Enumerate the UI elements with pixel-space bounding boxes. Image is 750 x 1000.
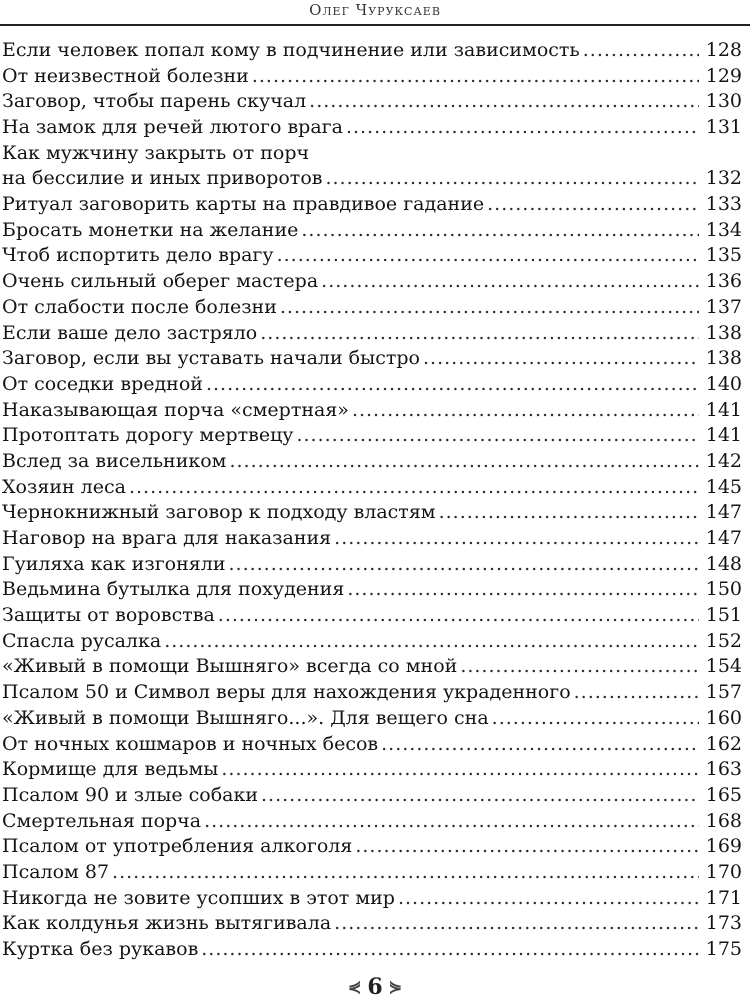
toc-entry-page: 131 xyxy=(705,116,742,139)
dot-leader xyxy=(228,552,699,578)
dot-leader xyxy=(218,603,699,629)
toc-entry-title: Если человек попал кому в подчинение или зависимость xyxy=(2,38,580,61)
page-footer xyxy=(0,974,750,1000)
toc-entry-page: 150 xyxy=(705,578,742,601)
toc-entry-title: От соседки вредной xyxy=(2,372,203,395)
toc-entry-page: 134 xyxy=(705,218,742,241)
toc-entry xyxy=(0,449,742,475)
toc-entry xyxy=(0,244,742,270)
toc-entry xyxy=(0,732,742,758)
dot-leader xyxy=(583,38,699,64)
toc-entry-title: От неизвестной болезни xyxy=(2,64,249,87)
dot-leader xyxy=(309,89,699,115)
toc-entry xyxy=(0,886,742,912)
toc-entry-page: 148 xyxy=(705,552,742,575)
dot-leader xyxy=(252,64,699,90)
toc-entry-page: 138 xyxy=(705,321,742,344)
toc-entry-title: Как мужчину закрыть от порч xyxy=(2,141,310,164)
toc-entry-title: Кормище для ведьмы xyxy=(2,758,219,781)
toc-entry xyxy=(0,655,742,681)
toc-entry xyxy=(0,860,742,886)
toc-entry-title: Смертельная порча xyxy=(2,809,202,832)
dot-leader xyxy=(398,886,699,912)
dot-leader xyxy=(229,449,699,475)
running-header xyxy=(0,0,750,26)
toc-entry-page: 147 xyxy=(705,501,742,524)
toc-entry-page: 157 xyxy=(705,681,742,704)
toc-entry-page: 141 xyxy=(705,424,742,447)
dot-leader xyxy=(347,577,699,603)
dot-leader xyxy=(321,269,699,295)
toc-entry-page: 169 xyxy=(705,835,742,858)
toc-entry-title: на бессилие и иных приворотов xyxy=(2,167,323,190)
toc-entry xyxy=(0,629,742,655)
toc-entry-title: От ночных кошмаров и ночных бесов xyxy=(2,732,379,755)
dot-leader xyxy=(325,166,699,192)
toc-entry xyxy=(0,38,742,64)
toc-entry-page: 151 xyxy=(705,604,742,627)
toc-entry xyxy=(0,937,742,963)
toc-entry-page: 165 xyxy=(705,783,742,806)
dot-leader xyxy=(164,629,699,655)
toc-entry xyxy=(0,526,742,552)
toc-entry-page: 138 xyxy=(705,347,742,370)
toc-entry xyxy=(0,321,742,347)
ornament-left-icon: ⋞ xyxy=(347,977,362,996)
toc-entry xyxy=(0,680,742,706)
toc-entry-page: 175 xyxy=(705,938,742,961)
toc-entry-title: Протоптать дорогу мертвецу xyxy=(2,424,294,447)
dot-leader xyxy=(261,783,699,809)
toc-entry-page: 173 xyxy=(705,912,742,935)
dot-leader xyxy=(346,115,699,141)
dot-leader xyxy=(574,680,699,706)
toc-entry xyxy=(0,166,742,192)
toc-entry-page: 160 xyxy=(705,706,742,729)
toc-entry-title: Защиты от воровства xyxy=(2,604,215,627)
dot-leader xyxy=(334,526,699,552)
toc-entry xyxy=(0,552,742,578)
toc-entry xyxy=(0,757,742,783)
toc-entry xyxy=(0,89,742,115)
toc-entry-page: 147 xyxy=(705,527,742,550)
toc-entry xyxy=(0,809,742,835)
toc-entry xyxy=(0,911,742,937)
dot-leader xyxy=(112,860,699,886)
toc-entry-title: Наказывающая порча «смертная» xyxy=(2,398,349,421)
toc-entry xyxy=(0,346,742,372)
toc-entry-page: 135 xyxy=(705,244,742,267)
toc-entry-title: От слабости после болезни xyxy=(2,295,277,318)
dot-leader xyxy=(204,809,699,835)
toc-entry-title: Хозяин леса xyxy=(2,475,126,498)
toc-entry xyxy=(0,783,742,809)
dot-leader xyxy=(296,423,699,449)
toc-entry-page: 163 xyxy=(705,758,742,781)
toc-entry xyxy=(0,706,742,732)
toc-entry-title: Чтоб испортить дело врагу xyxy=(2,244,274,267)
toc-entry-title: Псалом от употребления алкоголя xyxy=(2,835,353,858)
ornament-right-icon: ⋟ xyxy=(388,977,403,996)
toc-entry xyxy=(0,295,742,321)
header-author-name: Олег Чуруксаев xyxy=(309,1,441,19)
toc-entry xyxy=(0,500,742,526)
dot-leader xyxy=(280,295,699,321)
toc-entry xyxy=(0,192,742,218)
toc-entry-page: 136 xyxy=(705,270,742,293)
toc-entry-title: Как колдунья жизнь вытягивала xyxy=(2,912,332,935)
dot-leader xyxy=(460,654,699,680)
toc-entry-page: 142 xyxy=(705,449,742,472)
toc-entry-page: 137 xyxy=(705,295,742,318)
toc-entry-title: Ритуал заговорить карты на правдивое гадание xyxy=(2,193,485,216)
dot-leader xyxy=(277,243,699,269)
toc-entry-title: На замок для речей лютого врага xyxy=(2,116,343,139)
dot-leader xyxy=(492,706,699,732)
toc-entry xyxy=(0,423,742,449)
toc-entry xyxy=(0,834,742,860)
toc-entry-title: «Живый в помощи Вышняго» всегда со мной xyxy=(2,655,458,678)
dot-leader xyxy=(206,372,699,398)
dot-leader xyxy=(334,911,699,937)
toc-entry xyxy=(0,577,742,603)
dot-leader xyxy=(221,757,699,783)
dot-leader xyxy=(260,321,699,347)
toc-entry-title: Спасла русалка xyxy=(2,629,162,652)
toc-entry-title: Псалом 50 и Символ веры для нахождения украденного xyxy=(2,681,571,704)
toc-entry-title: Псалом 90 и злые собаки xyxy=(2,783,259,806)
toc-entry-title: Ведьмина бутылка для похудения xyxy=(2,578,345,601)
page-number: 6 xyxy=(367,974,383,1000)
toc-entry xyxy=(0,64,742,90)
toc-entry xyxy=(0,475,742,501)
toc-entry-page: 168 xyxy=(705,809,742,832)
toc-entry-page: 133 xyxy=(705,193,742,216)
table-of-contents xyxy=(0,38,742,963)
toc-entry-title: Чернокнижный заговор к подходу властям xyxy=(2,501,436,524)
toc-entry-page: 132 xyxy=(705,167,742,190)
toc-entry xyxy=(0,372,742,398)
dot-leader xyxy=(129,475,699,501)
toc-entry-page: 141 xyxy=(705,398,742,421)
toc-entry-page: 162 xyxy=(705,732,742,755)
toc-entry-title: Гуиляха как изгоняли xyxy=(2,552,226,575)
toc-entry-title: Никогда не зовите усопших в этот мир xyxy=(2,886,395,909)
toc-entry-title: Если ваше дело застряло xyxy=(2,321,258,344)
dot-leader xyxy=(355,834,699,860)
toc-entry-title: Бросать монетки на желание xyxy=(2,218,299,241)
toc-entry xyxy=(0,218,742,244)
toc-entry-title: «Живый в помощи Вышняго...». Для вещего сна xyxy=(2,706,489,729)
dot-leader xyxy=(439,500,699,526)
toc-entry-page: 129 xyxy=(705,64,742,87)
dot-leader xyxy=(423,346,699,372)
dot-leader xyxy=(352,398,699,424)
toc-entry xyxy=(0,269,742,295)
toc-entry-title: Наговор на врага для наказания xyxy=(2,527,332,550)
dot-leader xyxy=(301,218,699,244)
toc-entry-title: Очень сильный оберег мастера xyxy=(2,270,319,293)
toc-entry xyxy=(0,141,742,167)
toc-entry-page: 130 xyxy=(705,90,742,113)
toc-entry-page: 154 xyxy=(705,655,742,678)
toc-entry xyxy=(0,398,742,424)
toc-entry-page: 171 xyxy=(705,886,742,909)
toc-entry xyxy=(0,115,742,141)
toc-entry-title: Заговор, если вы уставать начали быстро xyxy=(2,347,420,370)
toc-entry-title: Заговор, чтобы парень скучал xyxy=(2,90,307,113)
dot-leader xyxy=(487,192,699,218)
toc-entry-page: 152 xyxy=(705,629,742,652)
toc-entry-page: 128 xyxy=(705,38,742,61)
toc-entry xyxy=(0,603,742,629)
toc-entry-page: 140 xyxy=(705,372,742,395)
toc-entry-page: 170 xyxy=(705,860,742,883)
toc-entry-page: 145 xyxy=(705,475,742,498)
dot-leader xyxy=(201,937,699,963)
toc-entry-title: Куртка без рукавов xyxy=(2,938,199,961)
dot-leader xyxy=(381,732,699,758)
toc-entry-title: Вслед за висельником xyxy=(2,449,227,472)
toc-entry-title: Псалом 87 xyxy=(2,860,110,883)
